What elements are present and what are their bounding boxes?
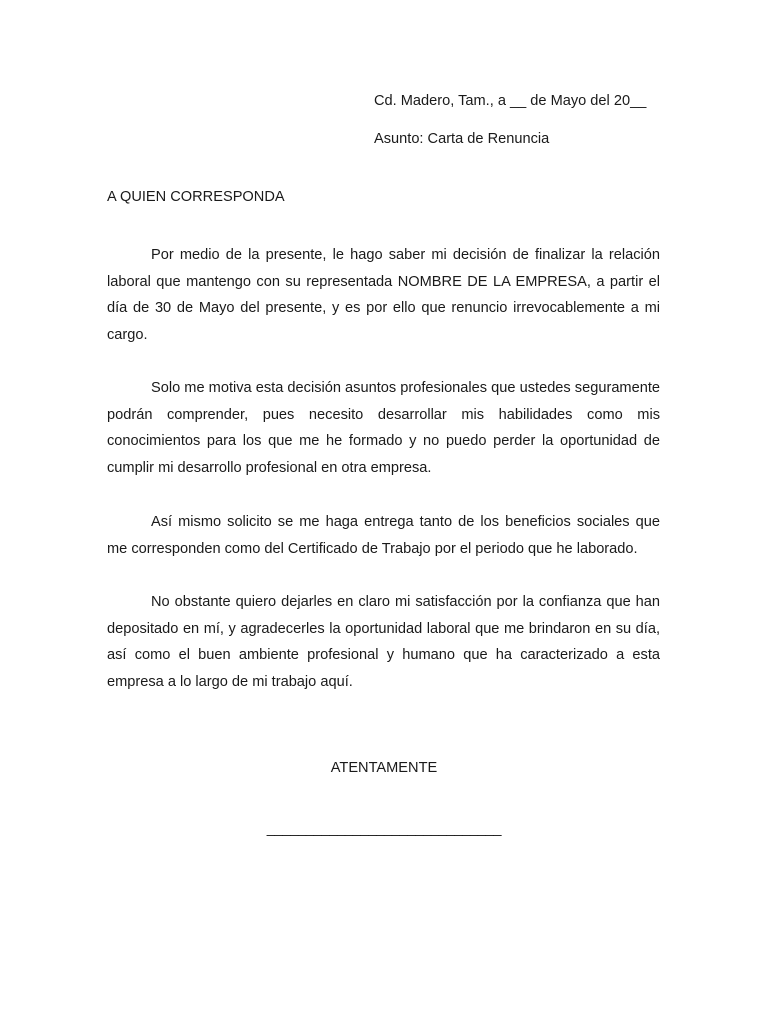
signature-line: ______________________________ bbox=[266, 821, 502, 837]
date-line: Cd. Madero, Tam., a __ de Mayo del 20__ bbox=[374, 93, 647, 109]
subject-line: Asunto: Carta de Renuncia bbox=[374, 131, 550, 147]
body-paragraph-2: Solo me motiva esta decisión asuntos profesionales que ustedes seguramente podrán comprender, pues necesito desarrollar mis habilidades como mis conocimientos para los que me he formado y no puedo perder la oportunidad de cumplir mi desarrollo profesional en otra empresa. bbox=[107, 380, 660, 477]
salutation: A QUIEN CORRESPONDA bbox=[107, 189, 285, 205]
body-paragraph-3: Así mismo solicito se me haga entrega tanto de los beneficios sociales que me corresponden como del Certificado de Trabajo por el periodo que he laborado. bbox=[107, 514, 660, 557]
body-paragraph-1: Por medio de la presente, le hago saber mi decisión de finalizar la relación laboral que mantengo con su representada NOMBRE DE LA EMPRESA, a partir el día de 30 de Mayo del presente, y es por ello que renuncio irrevocablemente a mi cargo. bbox=[107, 247, 660, 344]
body-paragraph-4: No obstante quiero dejarles en claro mi satisfacción por la confianza que han depositado en mí, y agradecerles la oportunidad laboral que me brindaron en su día, así como el buen ambiente profesional y humano que ha caracterizado a esta empresa a lo largo de mi trabajo aquí. bbox=[107, 594, 660, 691]
closing: ATENTAMENTE bbox=[330, 760, 438, 776]
